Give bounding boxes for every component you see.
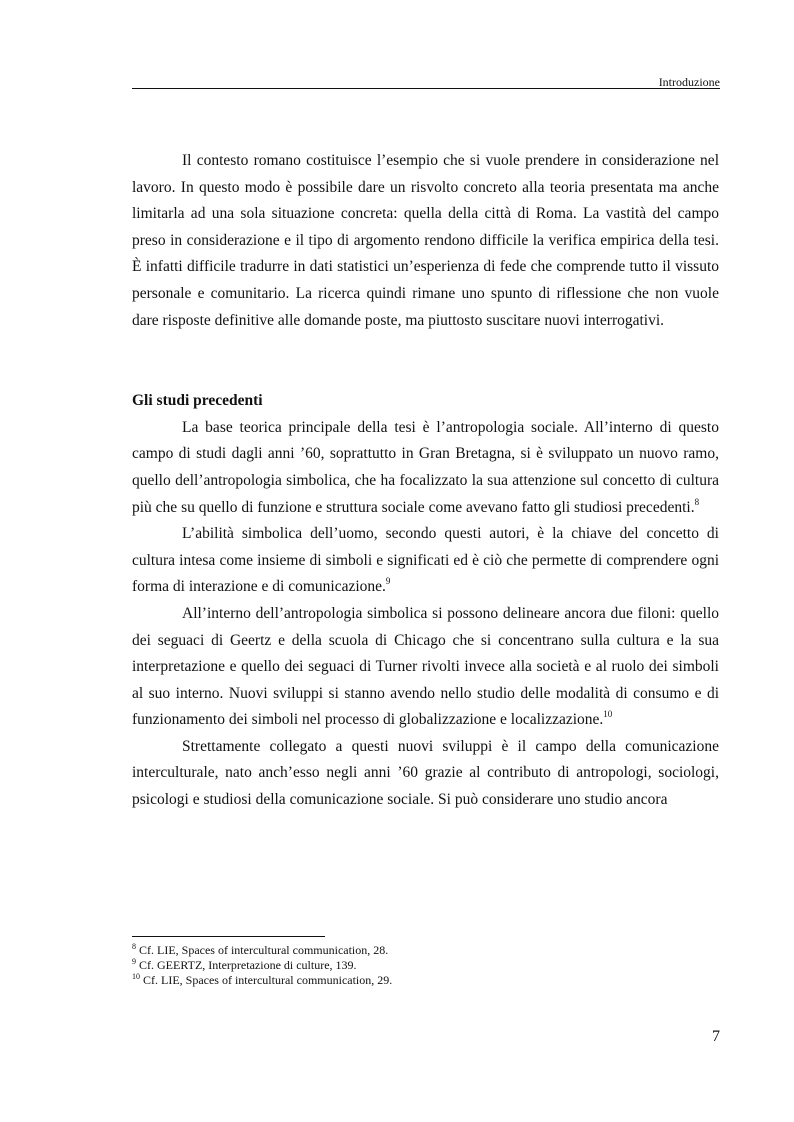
section-spacer [132, 334, 719, 388]
footnote-9 [132, 958, 719, 973]
footnote-text: Cf. LIE, Spaces of intercultural communication, 29. [143, 973, 393, 987]
paragraph-2-text: L’abilità simbolica dell’uomo, secondo questi autori, è la chiave del concetto di cultura intesa come insieme di simboli e significati ed è ciò che permette di comprendere ogni forma di interazione e di comunicazione. [132, 525, 719, 596]
paragraph-4-text: Strettamente collegato a questi nuovi sviluppi è il campo della comunicazione interculturale, nato anch’esso negli anni ’60 grazie al contributo di antropologi, sociologi, psicologi e studiosi della comunicazione sociale. Si può considerare uno studio ancora [132, 737, 719, 809]
footnotes [132, 943, 719, 988]
main-text [132, 148, 719, 814]
footnote-text: Cf. LIE, Spaces of intercultural communication, 28. [139, 943, 389, 957]
paragraph-3-text: All’interno dell’antropologia simbolica si possono delineare ancora due filoni: quello dei seguaci di Geertz e della scuola di Chicago che si concentrano sulla cultura e la sua interpretazione e quello dei seguaci di Turner rivolti invece alla società e al ruolo dei simboli al suo interno. Nuovi sviluppi si stanno avendo nello studio delle modalità di consumo e di funzionamento dei simboli nel processo di globalizzazione e localizzazione. [132, 604, 719, 729]
footnote-10 [132, 973, 719, 988]
footnote-ref-10[interactable]: 10 [603, 709, 613, 720]
footnote-8 [132, 943, 719, 958]
paragraph-1-text: La base teorica principale della tesi è l’antropologia sociale. All’interno di questo campo di studi dagli anni ’60, soprattutto in Gran Bretagna, si è sviluppato un nuovo ramo, quello dell’antropologia simbolica, che ha focalizzato la sua attenzione sul concetto di cultura più che su quello di funzione e struttura sociale come avevano fatto gli studiosi precedenti. [132, 418, 719, 516]
running-head: Introduzione [658, 75, 720, 89]
footnote-number: 8 [132, 942, 136, 951]
section-heading: Gli studi precedenti [132, 392, 263, 410]
page-number: 7 [712, 1028, 720, 1045]
footnote-ref-8[interactable]: 8 [694, 496, 700, 507]
footnote-ref-9[interactable]: 9 [385, 576, 391, 587]
footnote-text: Cf. GEERTZ, Interpretazione di culture, 139. [139, 958, 357, 972]
paragraph-2 [132, 521, 719, 601]
footnote-number: 9 [132, 957, 136, 966]
paragraph-1 [132, 415, 719, 521]
footnote-separator [132, 936, 325, 937]
footnote-number: 10 [132, 972, 140, 981]
intro-paragraph: Il contesto romano costituisce l’esempio che si vuole prendere in considerazione nel lavoro. In questo modo è possibile dare un risvolto concreto alla teoria presentata ma anche limitarla ad una sola situazione concreta: quella della città di Roma. La vastità del campo preso in considerazione e il tipo di argomento rendono difficile la verifica empirica della tesi. È infatti difficile tradurre in dati statistici un’esperienza di fede che comprende tutto il vissuto personale e comunitario. La ricerca quindi rimane uno spunto di riflessione che non vuole dare risposte definitive alle domande poste, ma piuttosto suscitare nuovi interrogativi. [132, 152, 719, 329]
paragraph-4 [132, 734, 719, 814]
header-rule [132, 88, 720, 89]
paragraph-3 [132, 601, 719, 734]
